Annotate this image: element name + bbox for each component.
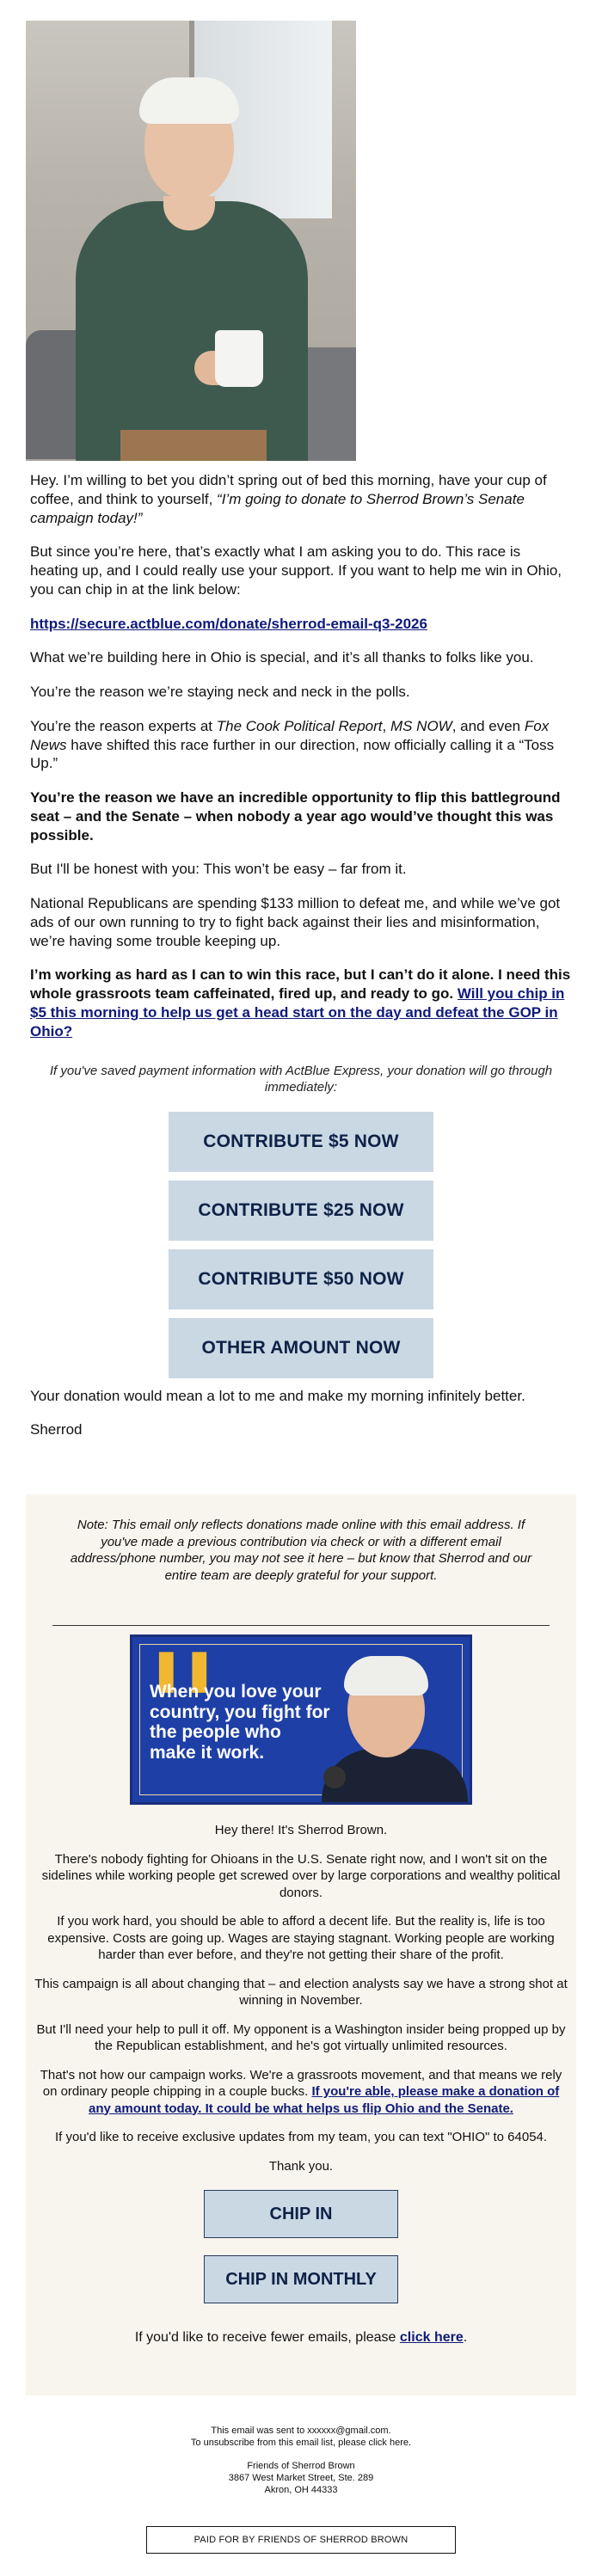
banner-text: When you love your country, you fight for the people who make it work. bbox=[150, 1682, 330, 1763]
actblue-express-note: If you've saved payment information with ActBlue Express, your donation will go through immediately: bbox=[49, 1064, 553, 1095]
photo-mug bbox=[215, 330, 263, 387]
address-line-1: 3867 West Market Street, Ste. 289 bbox=[228, 2472, 374, 2483]
chip-in-5-link[interactable]: Will you chip in $5 this morning to help us get a head start on the day and defeat the GOP in Ohio? bbox=[30, 985, 565, 1040]
donate-any-amount-link[interactable]: If you're able, please make a donation of any amount today. It could be what helps us flip Ohio and the Senate. bbox=[89, 2084, 560, 2116]
contribute-50-button[interactable]: CONTRIBUTE $50 NOW bbox=[169, 1249, 433, 1309]
paragraph-spending: National Republicans are spending $133 million to defeat me, and while we’ve got ads of our own running to try to fight back against their lies and misinformation, we’re having some trouble keeping up. bbox=[30, 895, 561, 949]
quote-mark-icon: ❚❚ bbox=[150, 1646, 217, 1692]
unsubscribe-text[interactable]: To unsubscribe from this email list, please click here. bbox=[190, 2438, 412, 2449]
paragraph-donation-meaning: Your donation would mean a lot to me and make my morning infinitely better. bbox=[30, 1387, 525, 1404]
microphone-icon bbox=[323, 1766, 346, 1788]
email-body bbox=[30, 471, 572, 1455]
panel-greeting: Hey there! It's Sherrod Brown. bbox=[214, 1823, 388, 1837]
paragraph-honest: But I'll be honest with you: This won’t be easy – far from it. bbox=[30, 861, 407, 878]
donate-link[interactable]: https://secure.actblue.com/donate/sherrod-email-q3-2026 bbox=[30, 615, 427, 632]
panel-thanks: Thank you. bbox=[268, 2158, 334, 2174]
fewer-emails: If you'd like to receive fewer emails, please click here. bbox=[134, 2330, 468, 2345]
paragraph-working: I’m working as hard as I can to win this race, but I can’t do it alone. I need this whole grassroots team caffeinated, fired up, and ready to go. Will you chip in $5 this morning to help us get a head start on the day and defeat the GOP in Ohio? bbox=[30, 966, 571, 1040]
photo-sweater bbox=[76, 201, 308, 461]
paragraph-special: What we’re building here in Ohio is special, and it’s all thanks to folks like you. bbox=[30, 649, 534, 666]
paragraph-ask: But since you’re here, that’s exactly what I am asking you to do. This race is heating up, and I could really use your support. If you want to help me win in Ohio, you can chip in at the link below: bbox=[30, 543, 562, 598]
panel-paragraph-4: But I'll need your help to pull it off. My opponent is a Washington insider being propped up by the Republican establishment, and he's got virtually unlimited resources. bbox=[36, 2021, 566, 2053]
photo-hair bbox=[139, 77, 239, 124]
sent-to-text: This email was sent to xxxxxx@gmail.com. bbox=[211, 2426, 391, 2436]
chip-in-monthly-button[interactable]: CHIP IN MONTHLY bbox=[204, 2255, 398, 2303]
fewer-emails-link[interactable]: click here bbox=[399, 2330, 464, 2345]
legal-footer bbox=[0, 2425, 602, 2496]
panel-paragraph-5: That's not how our campaign works. We're a grassroots movement, and that means we rely on ordinary people chipping in a couple bucks. If you're able, please make a donation of any amount today. It could be what helps us flip Ohio and the Senate. bbox=[40, 2067, 562, 2116]
panel-paragraph-3: This campaign is all about changing that – and election analysts say we have a strong shot at winning in November. bbox=[34, 1976, 568, 2008]
contribute-25-button[interactable]: CONTRIBUTE $25 NOW bbox=[169, 1181, 433, 1241]
panel-body bbox=[33, 1822, 569, 2174]
paragraph-polls: You’re the reason we’re staying neck and neck in the polls. bbox=[30, 684, 410, 700]
org-name: Friends of Sherrod Brown bbox=[247, 2460, 355, 2471]
panel-paragraph-1: There's nobody fighting for Ohioans in the U.S. Senate right now, and I won't sit on the sidelines while working people get screwed over by large corporations and wealthy political donors. bbox=[41, 1851, 561, 1900]
divider bbox=[52, 1625, 550, 1626]
banner-hair bbox=[344, 1656, 428, 1696]
footer-panel bbox=[26, 1494, 576, 2395]
donation-note: Note: This email only reflects donations made online with this email address. If you've made a previous contribution via check or with a different email address/phone number, you may not see it here – but know that Sherrod and our entire team are deeply grateful for your support. bbox=[70, 1518, 532, 1583]
photo-pants bbox=[120, 430, 267, 461]
paragraph-experts: You’re the reason experts at The Cook Political Report, MS NOW, and even Fox News have shifted this race further in our direction, now officially calling it a “Toss Up.” bbox=[30, 717, 555, 772]
other-amount-button[interactable]: OTHER AMOUNT NOW bbox=[169, 1318, 433, 1378]
address-line-2: Akron, OH 44333 bbox=[264, 2485, 338, 2496]
paid-for-disclaimer: PAID FOR BY FRIENDS OF SHERROD BROWN bbox=[146, 2526, 456, 2554]
quote-banner bbox=[130, 1635, 472, 1805]
paragraph-opportunity: You’re the reason we have an incredible opportunity to flip this battleground seat – and the Senate – when nobody a year ago would’ve thought this was possible. bbox=[30, 789, 561, 843]
paragraph-link bbox=[30, 615, 572, 634]
contribute-5-button[interactable]: CONTRIBUTE $5 NOW bbox=[169, 1112, 433, 1172]
panel-paragraph-2: If you work hard, you should be able to afford a decent life. But the reality is, life is too expensive. Costs are going up. Wages are staying stagnant. Working people are working harder than ever before, and they're not getting their share of the profit. bbox=[47, 1914, 555, 1962]
chip-in-button[interactable]: CHIP IN bbox=[204, 2190, 398, 2238]
hero-photo bbox=[26, 21, 356, 461]
signoff: Sherrod bbox=[30, 1421, 83, 1438]
paragraph-intro: Hey. I’m willing to bet you didn’t spring out of bed this morning, have your cup of coffee, and think to yourself, “I’m going to donate to Sherrod Brown’s Senate campaign today!” bbox=[30, 472, 547, 526]
panel-paragraph-6: If you'd like to receive exclusive updates from my team, you can text "OHIO" to 64054. bbox=[54, 2130, 548, 2144]
